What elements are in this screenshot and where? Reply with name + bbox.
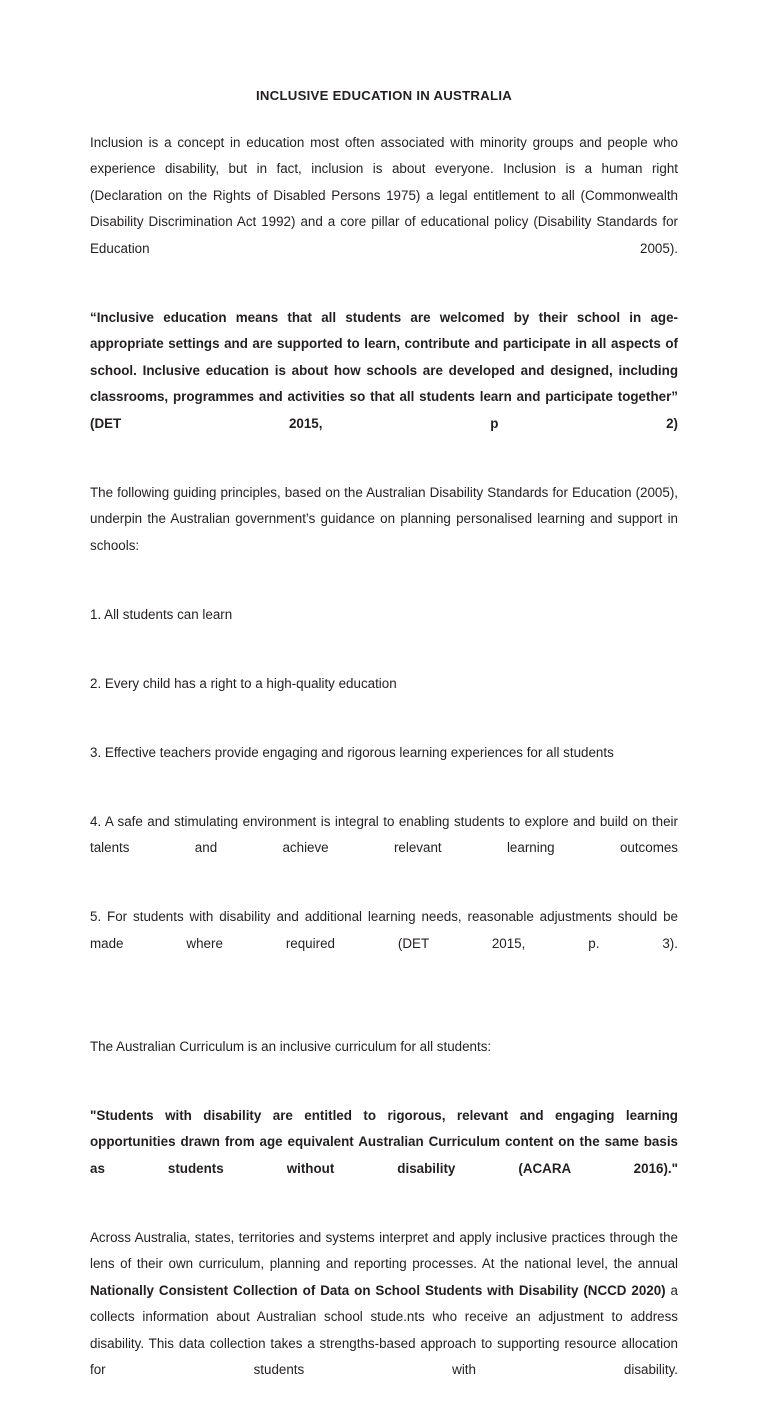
principle-item-2: 2. Every child has a right to a high-quality education — [90, 675, 397, 691]
paragraph-guiding-principles-intro: The following guiding principles, based on the Australian Disability Standards for Education (2005), underpin the Australian government’s guidance on planning personalised learning and support in schools: — [90, 484, 678, 553]
principle-item-4: 4. A safe and stimulating environment is integral to enabling students to explore and build on their talents and achieve relevant learning outcomes — [90, 813, 678, 856]
principle-item-5: 5. For students with disability and additional learning needs, reasonable adjustments should be made where required (DET 2015, p. 3). — [90, 909, 678, 951]
paragraph-spacer — [90, 1000, 678, 1034]
page-title: INCLUSIVE EDUCATION IN AUSTRALIA — [255, 88, 513, 103]
principle-item-3: 3. Effective teachers provide engaging and rigorous learning experiences for all students — [90, 744, 614, 760]
principle-item-1: 1. All students can learn — [90, 606, 233, 622]
blockquote-acara-2016: "Students with disability are entitled to rigorous, relevant and engaging learning opportunities drawn from age equivalent Australian Curriculum content on the same basis as students without disability (ACARA 2016)." — [90, 1107, 678, 1176]
paragraph-curriculum-lead-in: The Australian Curriculum is an inclusive curriculum for all students: — [90, 1038, 492, 1054]
blockquote-det-2015: “Inclusive education means that all students are welcomed by their school in age-appropriate settings and are supported to learn, contribute and participate in all aspects of school. Inclusive education is about how schools are developed and designed, including classrooms, programmes and activities so that all students learn and participate together” (DET 2015, p 2) — [90, 309, 678, 431]
document-body — [90, 88, 678, 1410]
nccd-text-tail: a collects information about Australian school stude.nts who receive an adjustment to address disability. This data collection takes a strengths-based approach to supporting resource allocation for students with disability. — [90, 1282, 679, 1378]
nccd-bold-term: Nationally Consistent Collection of Data on School Students with Disability (NCCD 2020) — [90, 1282, 666, 1298]
paragraph-nccd — [90, 1225, 678, 1410]
paragraph-inclusion-intro: Inclusion is a concept in education most often associated with minority groups and people who experience disability, but in fact, inclusion is about everyone. Inclusion is a human right (Declaration on the Rights of Disabled Persons 1975) a legal entitlement to all (Commonwealth Disability Discrimination Act 1992) and a core pillar of educational policy (Disability Standards for Education 2005). — [90, 134, 678, 256]
nccd-text-lead: Across Australia, states, territories and systems interpret and apply inclusive practices through the lens of their own curriculum, planning and reporting processes. At the national level, the annual — [90, 1229, 678, 1272]
